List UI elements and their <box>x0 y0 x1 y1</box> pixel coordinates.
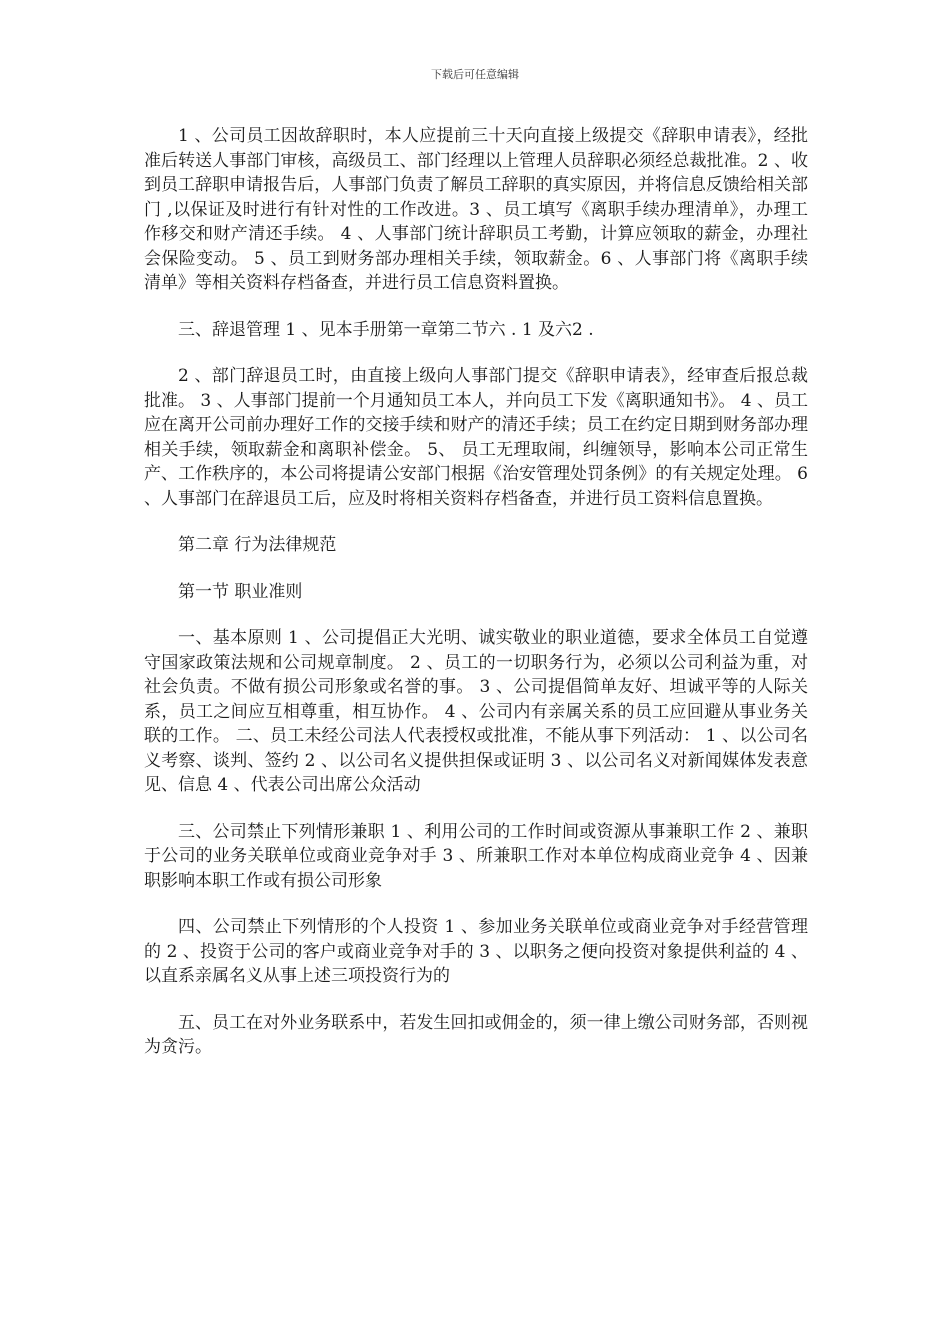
chapter-heading: 第二章 行为法律规范 <box>178 535 337 555</box>
paragraph-part-time-prohibition: 三、公司禁止下列情形兼职 1 、利用公司的工作时间或资源从事兼职工作 2 、兼职于公司的业务关联单位或商业竞争对手 3 、所兼职工作对本单位构成商业竞争 4 、因兼职影响本职工作或有损公司形象 <box>144 821 808 891</box>
paragraph-commission-rule: 五、员工在对外业务联系中，若发生回扣或佣金的，须一律上缴公司财务部，否则视为贪污。 <box>144 1012 808 1057</box>
paragraph-dismissal-procedure: 2 、部门辞退员工时，由直接上级向人事部门提交《辞职申请表》，经审查后报总裁批准。 3 、人事部门提前一个月通知员工本人，并向员工下发《离职通知书》。 4 、员工应在离开公司前办理好工作的交接手续和财产的清还手续；员工在约定日期到财务部办理相关手续，领取薪金和离职补偿金。 5、 员工无理取闹，纠缠领导，影响本公司正常生产、工作秩序的，本公司将提请公安部门根据《治安管理处罚条例》的有关规定处理。 6 、人事部门在辞退员工后，应及时将相关资料存档备查，并进行员工资料信息置换。 <box>144 366 808 509</box>
paragraph-investment-prohibition: 四、公司禁止下列情形的个人投资 1 、参加业务关联单位或商业竞争对手经营管理的 2 、投资于公司的客户或商业竞争对手的 3 、以职务之便向投资对象提供利益的 4 、以直系亲属名义从事上述三项投资行为的 <box>144 917 808 986</box>
paragraph-basic-principles: 一、基本原则 1 、公司提倡正大光明、诚实敬业的职业道德，要求全体员工自觉遵守国家政策法规和公司规章制度。 2 、员工的一切职务行为，必须以公司利益为重，对社会负责。不做有损公司形象或名誉的事。 3 、公司提倡简单友好、坦诚平等的人际关系，员工之间应互相尊重，相互协作。 4 、公司内有亲属关系的员工应回避从事业务关联的工作。 二、员工未经公司法人代表授权或批准，不能从事下列活动： 1 、以公司名义考察、谈判、签约 2 、以公司名义提供担保或证明 3 、以公司名义对新闻媒体发表意见、信息 4 、代表公司出席公众活动 <box>144 628 808 795</box>
paragraph-resignation-procedure: 1 、公司员工因故辞职时，本人应提前三十天向直接上级提交《辞职申请表》，经批准后转送人事部门审核，高级员工、部门经理以上管理人员辞职必须经总裁批准。2 、收到员工辞职申请报告后，人事部门负责了解员工辞职的真实原因，并将信息反馈给相关部门 ,以保证及时进行有针对性的工作改进。3 、员工填写《离职手续办理清单》，办理工作移交和财产清还手续。 4 、人事部门统计辞职员工考勤，计算应领取的薪金，办理社会保险变动。 5 、员工到财务部办理相关手续，领取薪金。6 、人事部门将《离职手续清单》等相关资料存档备查，并进行员工信息资料置换。 <box>144 126 808 293</box>
section-heading: 第一节 职业准则 <box>178 581 303 602</box>
paragraph-dismissal-heading: 三、辞退管理 1 、见本手册第一章第二节六 . 1 及六2 . <box>178 319 594 340</box>
page-header-note: 下载后可任意编辑 <box>431 68 519 81</box>
document-body <box>144 124 808 1082</box>
